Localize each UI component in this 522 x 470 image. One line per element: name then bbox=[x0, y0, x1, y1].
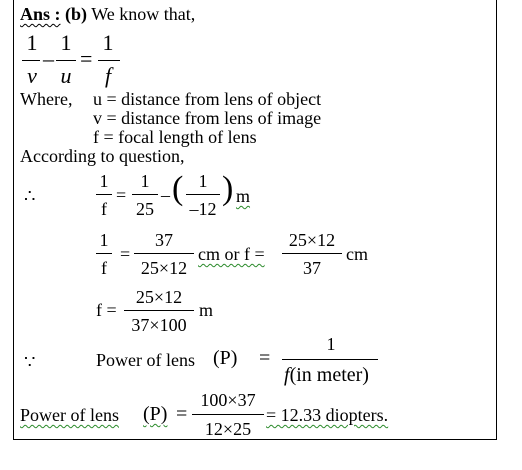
step3-lhs: f = bbox=[96, 300, 117, 320]
power-den-f: f bbox=[284, 364, 290, 386]
step1-bar-3 bbox=[186, 194, 220, 195]
step2-middle-text: cm or f = bbox=[198, 244, 265, 264]
therefore-symbol: ∴ bbox=[24, 186, 36, 206]
ans-prefix: Ans : bbox=[20, 4, 61, 24]
step1-close-paren: ) bbox=[222, 170, 234, 207]
according-text: According to question, bbox=[20, 146, 185, 166]
power-denominator bbox=[284, 364, 369, 387]
step2-den-37: 37 bbox=[303, 258, 321, 278]
step2-num-25x12: 25×12 bbox=[288, 230, 336, 250]
formula-num-1: 1 bbox=[26, 30, 38, 55]
step2-equals: = bbox=[120, 244, 131, 264]
power-label: Power of lens bbox=[96, 350, 195, 370]
final-symbol: (P) bbox=[143, 403, 168, 425]
step1-num-3: 1 bbox=[198, 171, 208, 191]
formula-den-f: f bbox=[104, 63, 112, 88]
formula-num-3: 1 bbox=[102, 30, 114, 55]
final-label: Power of lens bbox=[20, 405, 119, 425]
power-bar bbox=[282, 359, 378, 360]
definition-v: v = distance from lens of image bbox=[93, 108, 322, 128]
formula-bar-2 bbox=[56, 60, 76, 61]
final-num: 100×37 bbox=[200, 390, 256, 410]
step2-num-37: 37 bbox=[155, 230, 173, 250]
ans-option: (b) bbox=[65, 4, 88, 24]
final-bar bbox=[192, 414, 264, 415]
step2-den-f: f bbox=[101, 258, 107, 278]
final-equals: = bbox=[176, 403, 188, 425]
step1-den-25: 25 bbox=[136, 199, 154, 219]
step2-unit-cm: cm bbox=[346, 244, 368, 264]
final-den: 12×25 bbox=[204, 419, 252, 439]
step1-open-paren: ( bbox=[172, 170, 184, 207]
step1-den-neg12: –12 bbox=[189, 199, 217, 219]
step1-unit-m: m bbox=[236, 186, 251, 206]
answer-heading bbox=[20, 4, 195, 24]
formula-den-v: v bbox=[27, 63, 37, 88]
final-result: = 12.33 diopters. bbox=[266, 405, 389, 425]
step3-unit-m: m bbox=[199, 300, 214, 320]
power-num: 1 bbox=[326, 334, 336, 354]
step3-den: 37×100 bbox=[131, 315, 187, 335]
formula-bar-3 bbox=[98, 60, 120, 61]
definition-u: u = distance from lens of object bbox=[93, 89, 322, 109]
step3-num: 25×12 bbox=[135, 287, 183, 307]
step1-minus: – bbox=[161, 185, 170, 205]
step2-bar-3 bbox=[282, 253, 342, 254]
step2-den-25x12: 25×12 bbox=[140, 258, 188, 278]
formula-den-u: u bbox=[60, 63, 72, 88]
step3-bar bbox=[124, 310, 194, 311]
formula-minus: – bbox=[43, 46, 54, 71]
step1-num-1: 1 bbox=[99, 171, 109, 191]
formula-bar-1 bbox=[22, 60, 40, 61]
step2-bar-1 bbox=[96, 253, 112, 254]
step2-num-1: 1 bbox=[99, 230, 109, 250]
step2-bar-2 bbox=[134, 253, 194, 254]
step1-den-f: f bbox=[101, 199, 107, 219]
power-equals: = bbox=[259, 347, 271, 369]
step1-bar-1 bbox=[96, 194, 112, 195]
where-label: Where, bbox=[20, 89, 73, 109]
definition-f: f = focal length of lens bbox=[93, 127, 257, 147]
because-symbol: ∵ bbox=[24, 352, 36, 372]
power-symbol: (P) bbox=[213, 347, 238, 369]
formula-equals: = bbox=[80, 46, 93, 71]
ans-intro-text: We know that, bbox=[91, 4, 196, 24]
power-den-rest: (in meter) bbox=[289, 364, 369, 386]
step1-equals: = bbox=[116, 185, 127, 205]
step1-num-2: 1 bbox=[140, 171, 150, 191]
formula-num-2: 1 bbox=[60, 30, 72, 55]
step1-bar-2 bbox=[132, 194, 158, 195]
